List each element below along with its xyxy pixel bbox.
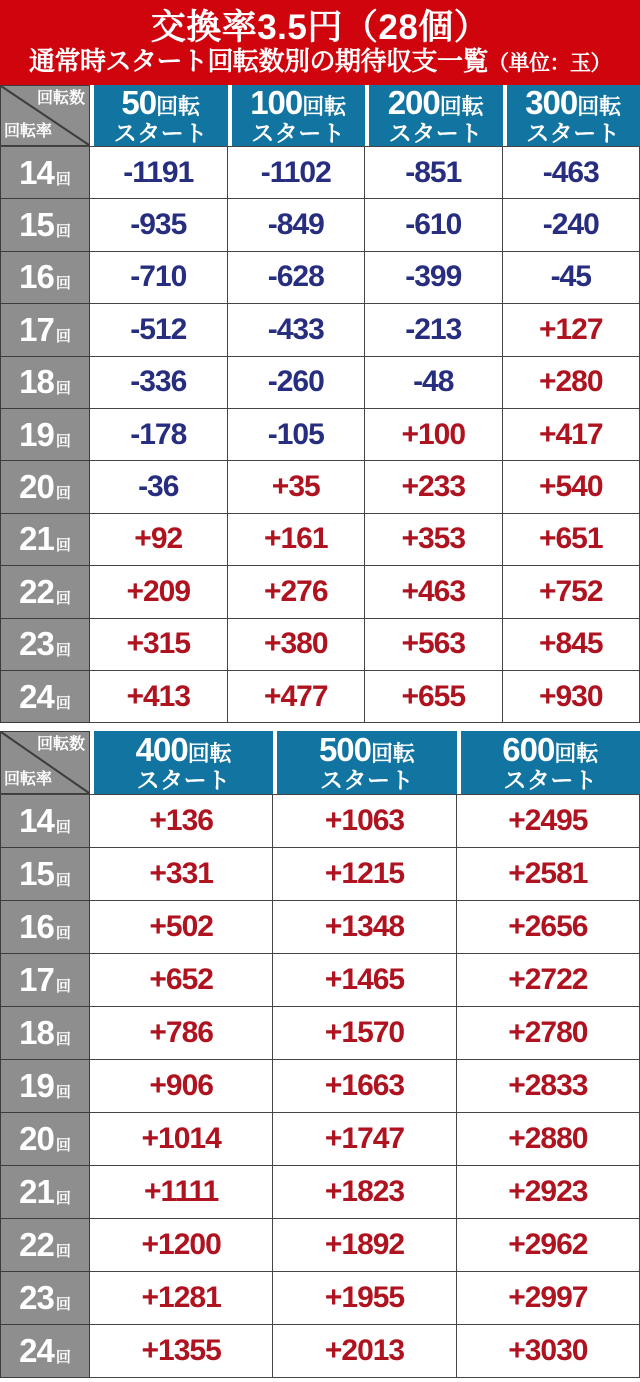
row-header-inner <box>19 363 71 401</box>
row-rotation-count: 17 <box>19 961 54 999</box>
row-header-inner <box>19 311 71 349</box>
row-header-inner <box>19 258 71 296</box>
table-row <box>0 671 640 723</box>
table-row <box>0 1166 640 1219</box>
expected-value-cell: -849 <box>228 199 366 251</box>
expected-value-cell: +2722 <box>457 954 640 1007</box>
row-rotation-count: 20 <box>19 1120 54 1158</box>
row-rotation-count: 22 <box>19 1226 54 1264</box>
expected-value-cell: +2495 <box>457 795 640 848</box>
row-rotation-count: 15 <box>19 855 54 893</box>
row-header <box>0 1113 90 1166</box>
row-unit-label: 回 <box>55 819 71 837</box>
row-header <box>0 461 90 513</box>
column-start-label: スタート <box>503 767 598 794</box>
row-header <box>0 954 90 1007</box>
column-kaiten-label: 回転 <box>554 741 599 767</box>
table-row <box>0 901 640 954</box>
row-rotation-count: 18 <box>19 363 54 401</box>
table-row <box>0 252 640 304</box>
expected-value-cell: +380 <box>228 619 366 671</box>
table-row <box>0 147 640 199</box>
row-header <box>0 1219 90 1272</box>
expected-value-cell: +413 <box>90 671 228 723</box>
expected-value-cell: -213 <box>365 304 503 356</box>
column-header-inner <box>461 731 640 794</box>
row-rotation-count: 18 <box>19 1014 54 1052</box>
column-kaiten-label: 回転 <box>371 741 416 767</box>
row-rotation-count: 19 <box>19 415 54 453</box>
expected-value-cell: +1281 <box>90 1272 273 1325</box>
row-header <box>0 199 90 251</box>
corner-label-kaitenritsu: 回転率 <box>4 771 53 789</box>
expected-value-cell: +3030 <box>457 1325 640 1378</box>
title-banner <box>0 0 640 85</box>
column-header-inner <box>369 85 503 146</box>
row-header-inner <box>19 1173 71 1211</box>
row-unit-label: 回 <box>55 537 71 555</box>
row-header-inner <box>19 154 71 192</box>
table-row <box>0 619 640 671</box>
expected-value-cell: +100 <box>365 409 503 461</box>
column-header-inner <box>94 85 228 146</box>
row-unit-label: 回 <box>55 978 71 996</box>
table-row <box>0 1219 640 1272</box>
expected-value-cell: +502 <box>90 901 273 954</box>
column-start-count: 200 <box>387 84 440 121</box>
expected-value-cell: +2013 <box>273 1325 456 1378</box>
column-header-inner <box>94 731 273 794</box>
row-header <box>0 1272 90 1325</box>
column-header <box>90 731 273 794</box>
row-rotation-count: 20 <box>19 468 54 506</box>
expected-value-cell: +315 <box>90 619 228 671</box>
table-row <box>0 1325 640 1378</box>
row-header-inner <box>19 520 71 558</box>
expected-value-cell: +477 <box>228 671 366 723</box>
expected-value-cell: -463 <box>503 147 640 199</box>
table-header-row <box>0 731 640 795</box>
column-start-count: 100 <box>250 84 303 121</box>
row-unit-label: 回 <box>55 223 71 241</box>
row-unit-label: 回 <box>55 589 71 607</box>
expected-value-cell: -105 <box>228 409 366 461</box>
table-row <box>0 409 640 461</box>
table-row <box>0 954 640 1007</box>
expected-value-cell: -336 <box>90 357 228 409</box>
row-header <box>0 848 90 901</box>
row-rotation-count: 21 <box>19 1173 54 1211</box>
expected-value-cell: -1102 <box>228 147 366 199</box>
expected-value-cell: +1348 <box>273 901 456 954</box>
expected-value-cell: +540 <box>503 461 640 513</box>
row-unit-label: 回 <box>55 1084 71 1102</box>
table-row <box>0 1007 640 1060</box>
row-header-inner <box>19 468 71 506</box>
row-rotation-count: 24 <box>19 1332 54 1370</box>
column-header-line1 <box>525 86 621 119</box>
expected-value-cell: +786 <box>90 1007 273 1060</box>
column-header-inner <box>277 731 456 794</box>
expected-value-cell: +1892 <box>273 1219 456 1272</box>
expected-value-cell: -710 <box>90 252 228 304</box>
expected-value-cell: +353 <box>365 514 503 566</box>
expected-value-cell: +652 <box>90 954 273 1007</box>
expected-value-cell: +2923 <box>457 1166 640 1219</box>
expected-value-cell: +1355 <box>90 1325 273 1378</box>
payout-table-50-300 <box>0 85 640 723</box>
expected-value-cell: +752 <box>503 566 640 618</box>
table-header-row <box>0 85 640 147</box>
expected-value-cell: +1063 <box>273 795 456 848</box>
expected-value-cell: +930 <box>503 671 640 723</box>
page-subtitle <box>29 48 611 75</box>
row-rotation-count: 16 <box>19 258 54 296</box>
row-rotation-count: 23 <box>19 1279 54 1317</box>
column-header <box>273 731 456 794</box>
column-header-line1 <box>250 86 346 119</box>
table-row <box>0 1272 640 1325</box>
expected-value-cell: +1014 <box>90 1113 273 1166</box>
page-title: 交換率3.5円（28個） <box>150 8 490 48</box>
expected-value-cell: +417 <box>503 409 640 461</box>
row-unit-label: 回 <box>55 1349 71 1367</box>
column-start-label: スタート <box>526 120 621 146</box>
expected-value-cell: +651 <box>503 514 640 566</box>
column-header-inner <box>507 85 640 146</box>
row-header <box>0 409 90 461</box>
row-header <box>0 795 90 848</box>
expected-value-cell: -399 <box>365 252 503 304</box>
expected-value-cell: -45 <box>503 252 640 304</box>
row-header <box>0 304 90 356</box>
corner-cell <box>0 731 90 794</box>
row-rotation-count: 17 <box>19 310 54 348</box>
row-unit-label: 回 <box>55 1296 71 1314</box>
corner-label-kaitensu: 回転数 <box>36 90 85 107</box>
expected-value-cell: +280 <box>503 357 640 409</box>
row-header-inner <box>19 855 71 893</box>
expected-value-cell: -178 <box>90 409 228 461</box>
expected-value-cell: +1111 <box>90 1166 273 1219</box>
expected-value-cell: +845 <box>503 619 640 671</box>
subtitle-unit: （単位：玉） <box>488 52 611 76</box>
expected-value-cell: +1823 <box>273 1166 456 1219</box>
expected-value-cell: +906 <box>90 1060 273 1113</box>
row-header <box>0 671 90 723</box>
row-header-inner <box>19 1279 71 1317</box>
row-header <box>0 1060 90 1113</box>
table-row <box>0 795 640 848</box>
row-rotation-count: 19 <box>19 1067 54 1105</box>
expected-value-cell: -610 <box>365 199 503 251</box>
column-start-label: スタート <box>136 767 231 794</box>
row-header-inner <box>19 1067 71 1105</box>
column-kaiten-label: 回転 <box>156 94 201 119</box>
row-header-inner <box>19 802 71 840</box>
row-unit-label: 回 <box>55 380 71 398</box>
expected-value-cell: -240 <box>503 199 640 251</box>
row-header-inner <box>19 678 71 716</box>
expected-value-cell: +1465 <box>273 954 456 1007</box>
column-header-line1 <box>388 86 484 119</box>
expected-value-cell: -628 <box>228 252 366 304</box>
table-row <box>0 461 640 513</box>
expected-value-cell: +35 <box>228 461 366 513</box>
expected-value-cell: +463 <box>365 566 503 618</box>
table-row <box>0 1060 640 1113</box>
expected-value-cell: +209 <box>90 566 228 618</box>
row-header <box>0 514 90 566</box>
row-unit-label: 回 <box>55 694 71 712</box>
subtitle-text: 通常時スタート回転数別の期待収支一覧 <box>28 46 488 77</box>
row-rotation-count: 24 <box>19 677 54 715</box>
expected-value-cell: +2833 <box>457 1060 640 1113</box>
row-header <box>0 1325 90 1378</box>
table-row <box>0 304 640 356</box>
expected-value-cell: -851 <box>365 147 503 199</box>
expected-value-cell: +1570 <box>273 1007 456 1060</box>
expected-value-cell: -1191 <box>90 147 228 199</box>
column-kaiten-label: 回転 <box>439 94 484 119</box>
expected-value-cell: +1663 <box>273 1060 456 1113</box>
expected-value-cell: +161 <box>228 514 366 566</box>
expected-value-cell: +233 <box>365 461 503 513</box>
row-rotation-count: 23 <box>19 625 54 663</box>
expected-value-cell: +2962 <box>457 1219 640 1272</box>
row-header-inner <box>19 1332 71 1370</box>
column-start-label: スタート <box>251 120 346 146</box>
expected-value-cell: +655 <box>365 671 503 723</box>
row-header <box>0 357 90 409</box>
row-header-inner <box>19 625 71 663</box>
column-header <box>365 85 503 146</box>
expected-value-cell: -48 <box>365 357 503 409</box>
expected-value-cell: +127 <box>503 304 640 356</box>
row-unit-label: 回 <box>55 170 71 188</box>
row-header-inner <box>19 908 71 946</box>
row-unit-label: 回 <box>55 327 71 345</box>
column-start-label: スタート <box>319 767 414 794</box>
row-header-inner <box>19 416 71 454</box>
row-unit-label: 回 <box>55 925 71 943</box>
expected-value-cell: -433 <box>228 304 366 356</box>
column-header <box>90 85 228 146</box>
row-header-inner <box>19 573 71 611</box>
row-header-inner <box>19 1226 71 1264</box>
row-rotation-count: 21 <box>19 520 54 558</box>
table-row <box>0 848 640 901</box>
row-rotation-count: 16 <box>19 908 54 946</box>
corner-cell <box>0 85 90 146</box>
expected-value-cell: -36 <box>90 461 228 513</box>
column-start-label: スタート <box>388 120 483 146</box>
column-header <box>457 731 640 794</box>
expected-value-cell: -512 <box>90 304 228 356</box>
table-row <box>0 199 640 251</box>
row-header <box>0 566 90 618</box>
expected-value-cell: +2997 <box>457 1272 640 1325</box>
row-rotation-count: 15 <box>19 206 54 244</box>
payout-table-400-600 <box>0 731 640 1378</box>
row-rotation-count: 14 <box>19 802 54 840</box>
expected-value-cell: +1215 <box>273 848 456 901</box>
table-row <box>0 514 640 566</box>
expected-value-cell: +1747 <box>273 1113 456 1166</box>
column-header <box>228 85 366 146</box>
row-header <box>0 619 90 671</box>
row-unit-label: 回 <box>55 275 71 293</box>
row-header-inner <box>19 1014 71 1052</box>
column-start-label: スタート <box>113 120 208 146</box>
row-unit-label: 回 <box>55 1243 71 1261</box>
column-header-line1 <box>121 86 200 119</box>
column-header <box>503 85 640 146</box>
expected-value-cell: +331 <box>90 848 273 901</box>
row-header <box>0 252 90 304</box>
column-header-line1 <box>135 731 232 769</box>
row-unit-label: 回 <box>55 432 71 450</box>
row-header <box>0 147 90 199</box>
column-kaiten-label: 回転 <box>187 741 232 767</box>
expected-value-cell: +2656 <box>457 901 640 954</box>
row-unit-label: 回 <box>55 485 71 503</box>
column-kaiten-label: 回転 <box>577 94 622 119</box>
row-rotation-count: 14 <box>19 153 54 191</box>
column-start-count: 500 <box>318 731 372 769</box>
column-header-inner <box>232 85 366 146</box>
row-unit-label: 回 <box>55 642 71 660</box>
corner-label-kaitenritsu: 回転率 <box>4 123 53 140</box>
expected-value-cell: +136 <box>90 795 273 848</box>
expected-value-cell: +1955 <box>273 1272 456 1325</box>
row-unit-label: 回 <box>55 1137 71 1155</box>
column-start-count: 300 <box>525 84 578 121</box>
column-header-line1 <box>318 731 416 769</box>
row-unit-label: 回 <box>55 872 71 890</box>
table-row <box>0 357 640 409</box>
row-header-inner <box>19 1120 71 1158</box>
table-row <box>0 566 640 618</box>
row-header <box>0 901 90 954</box>
expected-value-cell: -935 <box>90 199 228 251</box>
row-unit-label: 回 <box>55 1031 71 1049</box>
expected-value-cell: -260 <box>228 357 366 409</box>
expected-value-cell: +2880 <box>457 1113 640 1166</box>
expected-value-cell: +1200 <box>90 1219 273 1272</box>
column-start-count: 400 <box>135 731 188 769</box>
column-kaiten-label: 回転 <box>302 94 347 119</box>
column-header-line1 <box>502 731 599 769</box>
table-gap <box>0 723 640 731</box>
row-header-inner <box>19 206 71 244</box>
expected-value-cell: +2780 <box>457 1007 640 1060</box>
expected-value-cell: +563 <box>365 619 503 671</box>
row-header <box>0 1166 90 1219</box>
column-start-count: 600 <box>502 731 555 769</box>
expected-value-cell: +276 <box>228 566 366 618</box>
row-unit-label: 回 <box>55 1190 71 1208</box>
row-header <box>0 1007 90 1060</box>
expected-value-cell: +92 <box>90 514 228 566</box>
row-rotation-count: 22 <box>19 572 54 610</box>
table-row <box>0 1113 640 1166</box>
expected-value-cell: +2581 <box>457 848 640 901</box>
corner-label-kaitensu: 回転数 <box>36 736 85 754</box>
column-start-count: 50 <box>121 84 157 121</box>
row-header-inner <box>19 961 71 999</box>
